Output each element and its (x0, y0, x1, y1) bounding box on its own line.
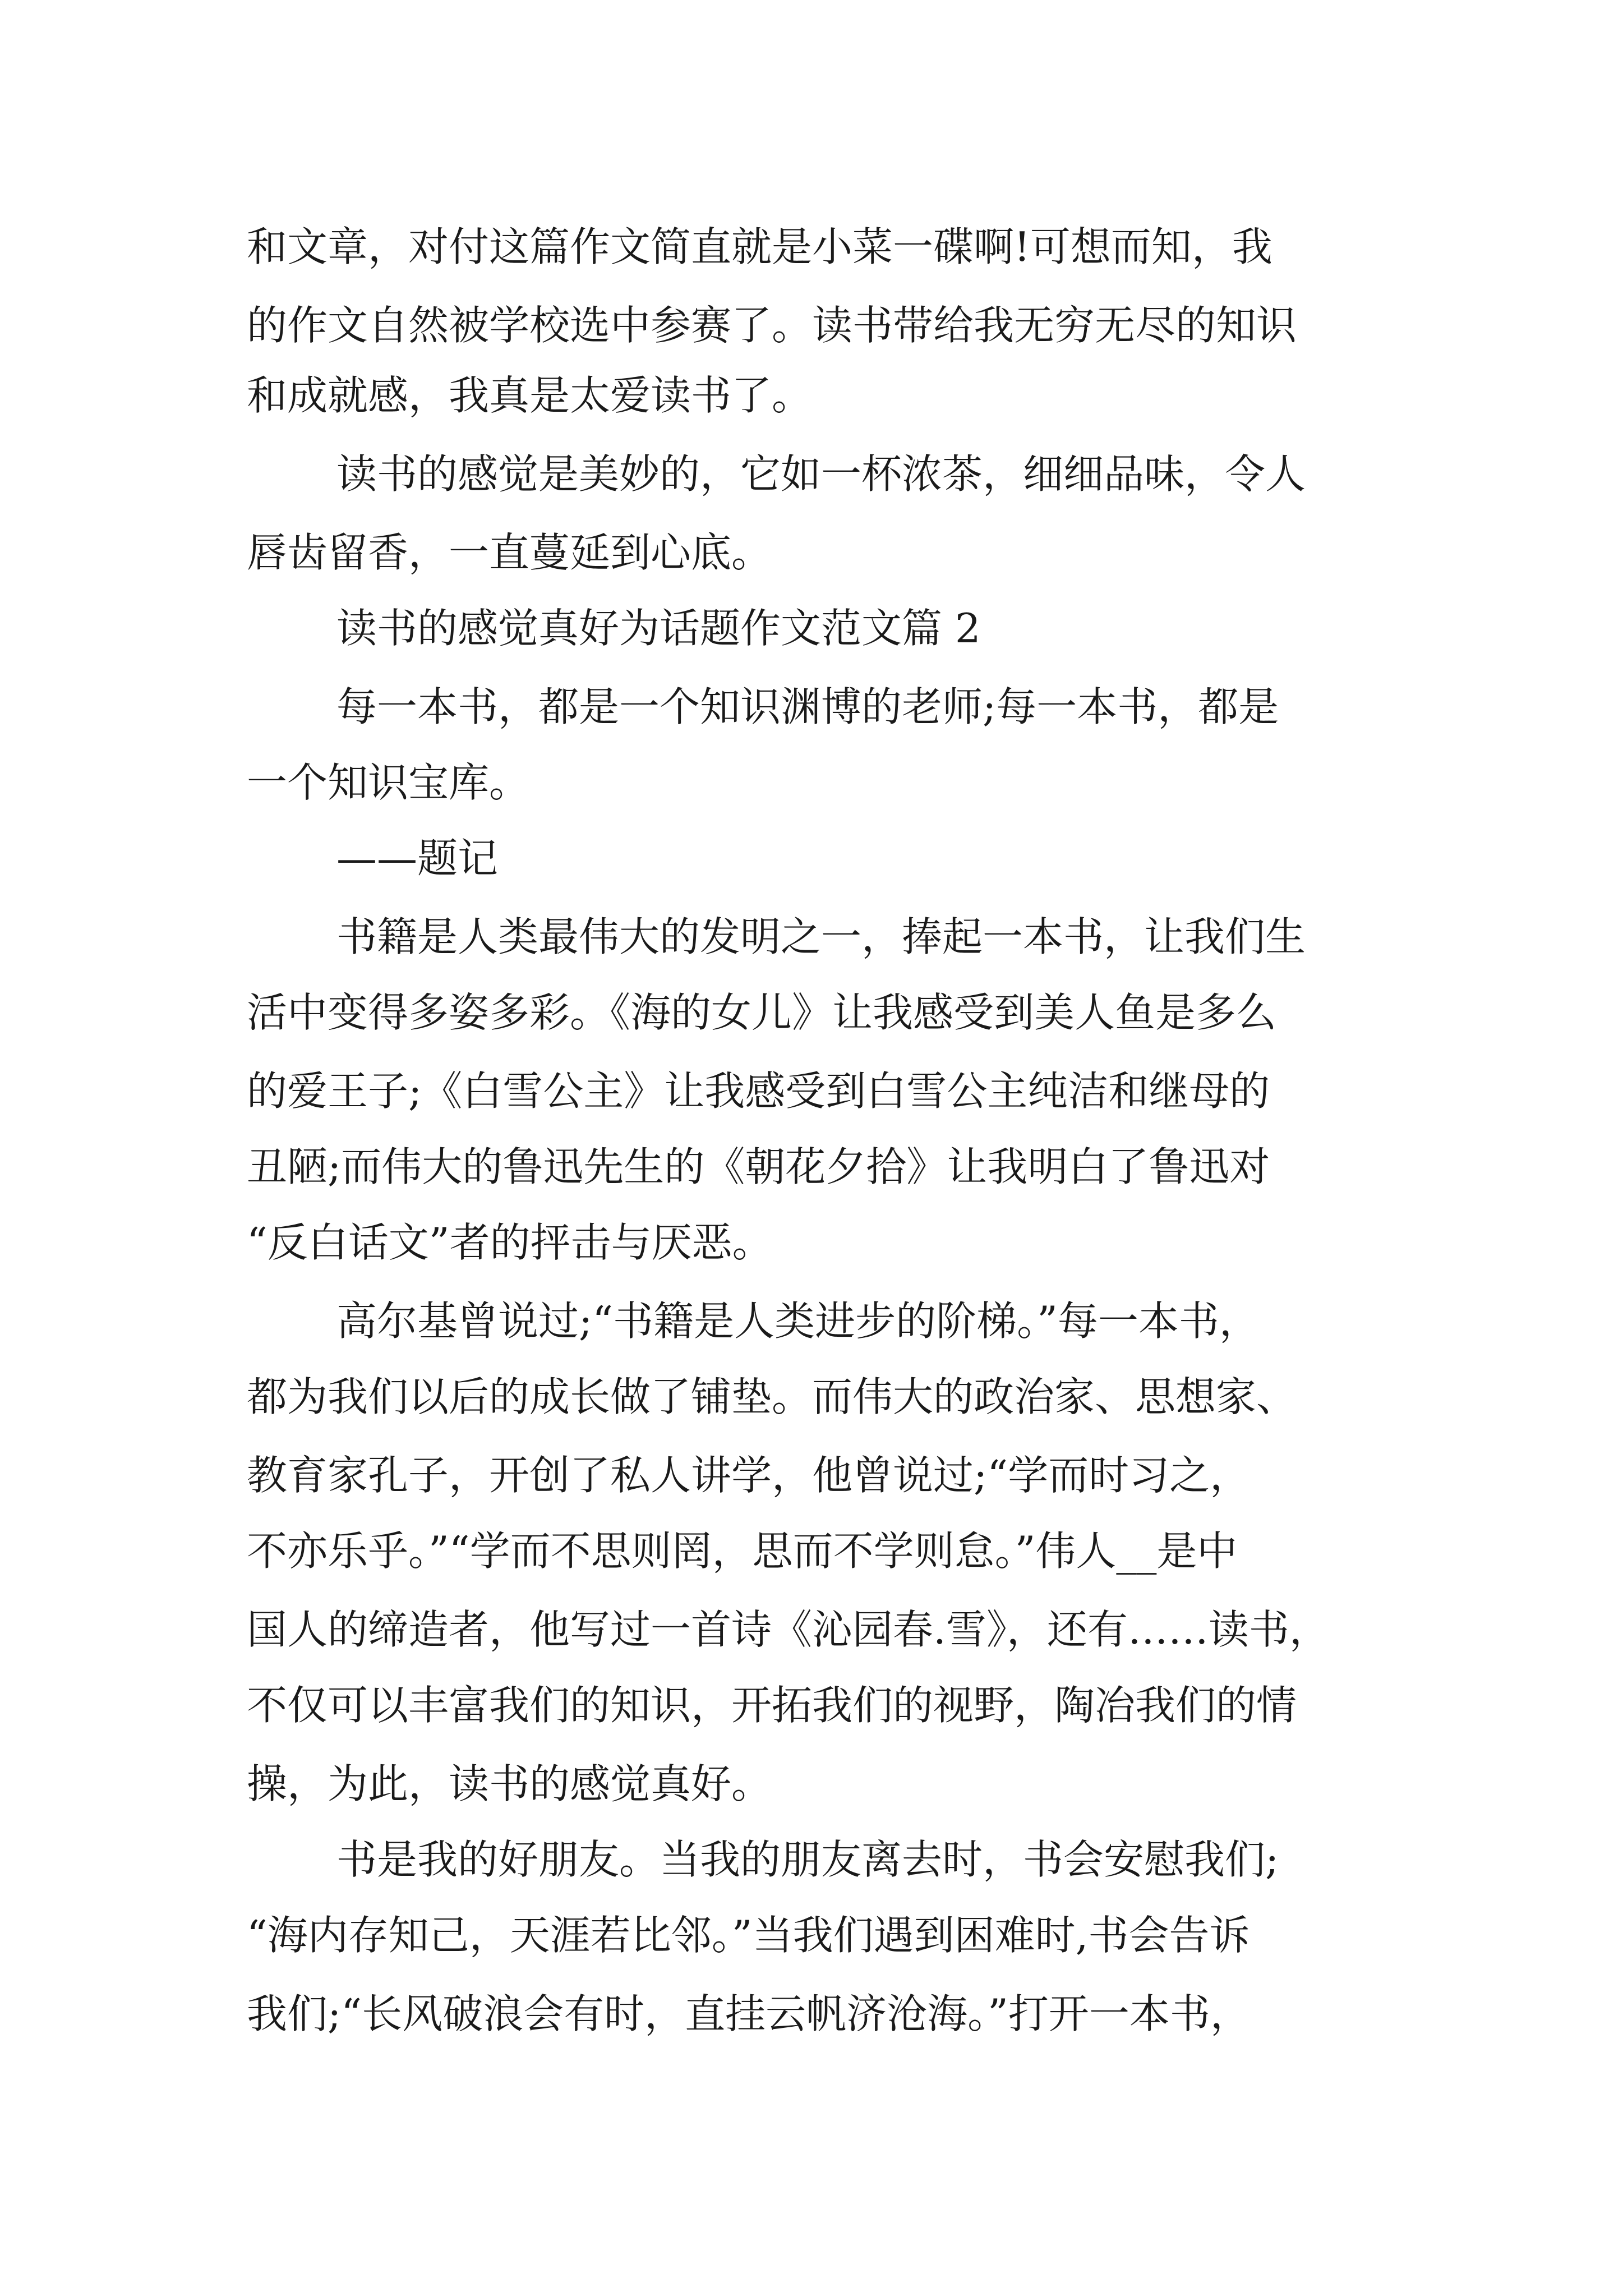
epigraph-attribution: ——题记 (336, 835, 499, 882)
text-line: 一个知识宝库。 (247, 759, 530, 806)
text-line: 高尔基曾说过;“书籍是人类进步的阶梯。”每一本书， (336, 1297, 1260, 1345)
text-line: 活中变得多姿多彩。《海的女儿》让我感受到美人鱼是多么 (247, 989, 1277, 1036)
text-line: “海内存知己，天涯若比邻。”当我们遇到困难时,书会告诉 (247, 1912, 1250, 1959)
text-line: 丑陋;而伟大的鲁迅先生的《朝花夕拾》让我明白了鲁迅对 (247, 1143, 1270, 1190)
text-line: 每一本书，都是一个知识渊博的老师;每一本书，都是 (336, 683, 1279, 730)
text-line: 书是我的好朋友。当我的朋友离去时，书会安慰我们; (336, 1836, 1279, 1883)
text-line: 国人的缔造者，他写过一首诗《沁园春.雪》，还有……读书， (247, 1606, 1330, 1653)
text-line: 都为我们以后的成长做了铺垫。而伟大的政治家、思想家、 (247, 1373, 1297, 1420)
text-line: 的爱王子;《白雪公主》让我感受到白雪公主纯洁和继母的 (247, 1068, 1270, 1115)
text-line: 书籍是人类最伟大的发明之一，捧起一本书，让我们生 (336, 913, 1306, 960)
text-line: 不亦乐乎。”“学而不思则罔，思而不学则怠。”伟人__是中 (247, 1527, 1238, 1575)
text-line: 唇齿留香，一直蔓延到心底。 (247, 529, 772, 576)
text-line: 教育家孔子，开创了私人讲学，他曾说过;“学而时习之， (247, 1452, 1251, 1499)
text-line: 和文章，对付这篇作文简直就是小菜一碟啊!可想而知，我 (247, 223, 1272, 270)
text-line: “反白话文”者的抨击与厌恶。 (247, 1219, 773, 1266)
text-line: 读书的感觉是美妙的，它如一杯浓茶，细细品味，令人 (336, 450, 1306, 498)
text-line: 和成就感，我真是太爱读书了。 (247, 372, 813, 419)
section-heading: 读书的感觉真好为话题作文范文篇 2 (336, 605, 981, 652)
text-line: 的作文自然被学校选中参赛了。读书带给我无穷无尽的知识 (247, 302, 1297, 349)
text-line: 我们;“长风破浪会有时，直挂云帆济沧海。”打开一本书， (247, 1990, 1251, 2037)
text-line: 不仅可以丰富我们的知识，开拓我们的视野，陶冶我们的情 (247, 1682, 1297, 1729)
text-line: 操，为此，读书的感觉真好。 (247, 1760, 772, 1807)
